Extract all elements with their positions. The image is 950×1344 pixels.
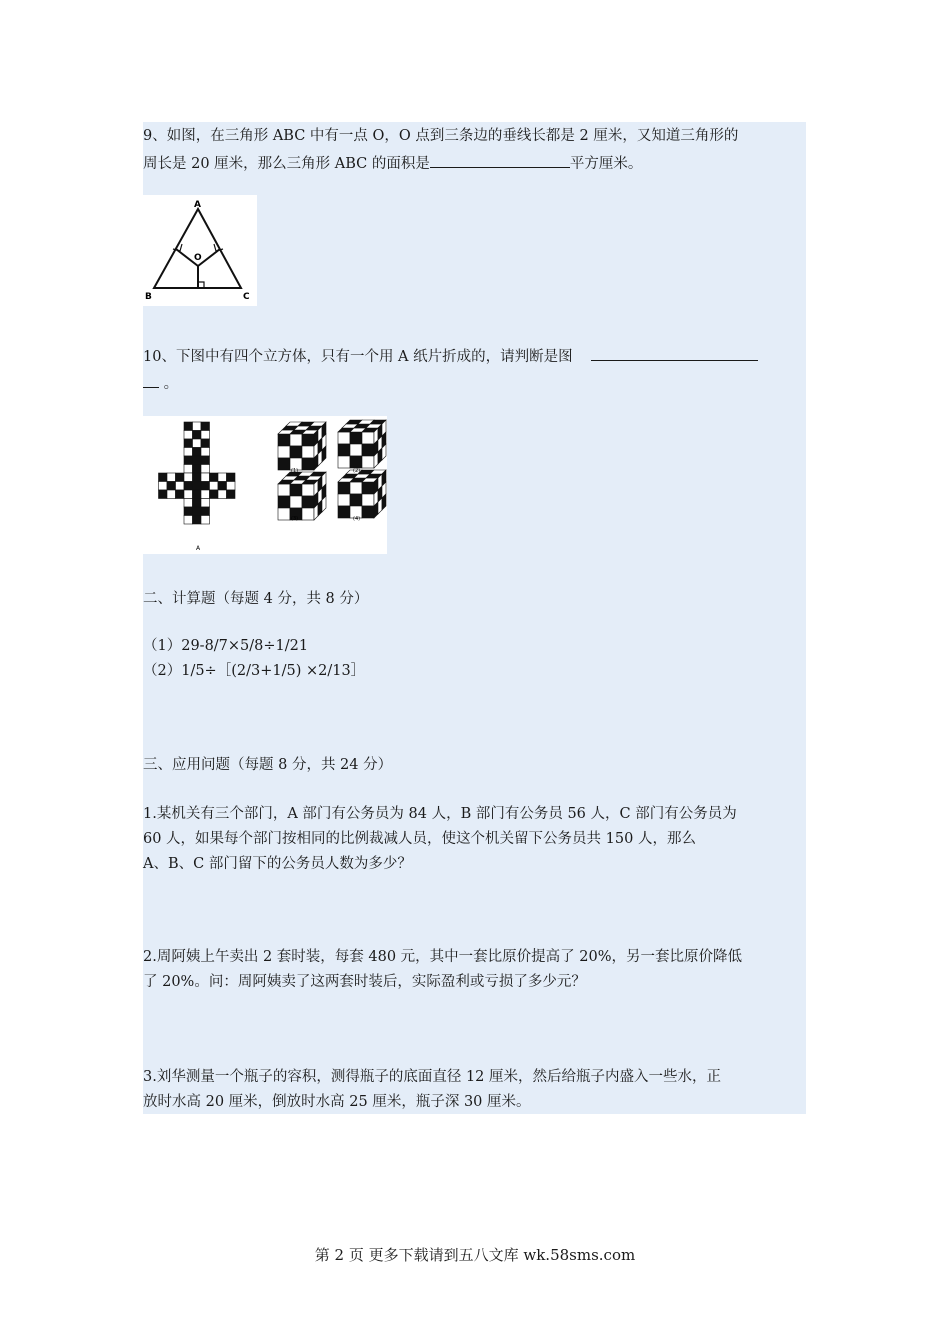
q10-line-1 [143,344,758,370]
q9-line-1: 9、如图，在三角形 ABC 中有一点 O，O 点到三条边的垂线长都是 2 厘米，又知道三角形的 [143,128,739,144]
q9-answer-blank [430,151,570,168]
page-footer: 第 2 页 更多下载请到五八文库 wk.58sms.com [314,1246,636,1264]
q9-line-2 [143,151,642,177]
q10-line-2 [143,371,178,397]
vertex-a-label: A [194,200,201,210]
calc-item-2: （2）1/5÷［(2/3+1/5) ×2/13］ [143,663,366,679]
net-label: A [196,545,201,552]
cube-1 [278,422,326,470]
problem-1-line-1: 1.某机关有三个部门，A 部门有公务员为 84 人，B 部门有公务员 56 人，C 部门有公务员为 [143,806,737,822]
cube-2 [338,420,386,468]
q10-answer-blank-cont [143,371,159,388]
cube-1-label: (1) [291,468,299,474]
cube-figure [143,416,387,554]
cube-3-label: (3) [291,516,299,522]
cube-3 [278,472,326,520]
problem-3-line-2: 放时水高 20 厘米，倒放时水高 25 厘米，瓶子深 30 厘米。 [143,1094,531,1110]
q9-line-2-end: 平方厘米。 [569,156,643,172]
q10-line-2-end: 。 [163,376,179,392]
section-2-heading: 二、计算题（每题 4 分，共 8 分） [143,591,369,607]
paper-net [159,422,236,524]
q10-line-1-text: 10、下图中有四个立方体，只有一个用 A 纸片折成的，请判断是图 [143,349,573,365]
q10-answer-blank [591,344,758,361]
cube-4 [338,470,386,518]
problem-2-line-1: 2.周阿姨上午卖出 2 套时装，每套 480 元，其中一套比原价提高了 20%，另一套比原价降低 [143,949,743,965]
calc-item-1: （1）29-8/7×5/8÷1/21 [143,638,309,654]
q9-line-2-text: 周长是 20 厘米，那么三角形 ABC 的面积是 [143,156,430,172]
cube-2-label: (2) [353,468,361,474]
point-o-label: O [194,253,202,263]
problem-2-line-2: 了 20%。问：周阿姨卖了这两套时装后，实际盈利或亏损了多少元？ [143,974,586,990]
section-3-heading: 三、应用问题（每题 8 分，共 24 分） [143,757,393,773]
triangle-figure [143,195,257,306]
problem-1-line-3: A、B、C 部门留下的公务员人数为多少？ [143,856,412,872]
problem-1-line-2: 60 人，如果每个部门按相同的比例裁减人员，使这个机关留下公务员共 150 人，那么 [143,831,696,847]
problem-3-line-1: 3.刘华测量一个瓶子的容积，测得瓶子的底面直径 12 厘米，然后给瓶子内盛入一些水，正 [143,1069,721,1085]
vertex-b-label: B [145,292,152,302]
vertex-c-label: C [243,292,250,302]
cube-4-label: (4) [353,516,361,522]
question-area [143,122,806,1114]
